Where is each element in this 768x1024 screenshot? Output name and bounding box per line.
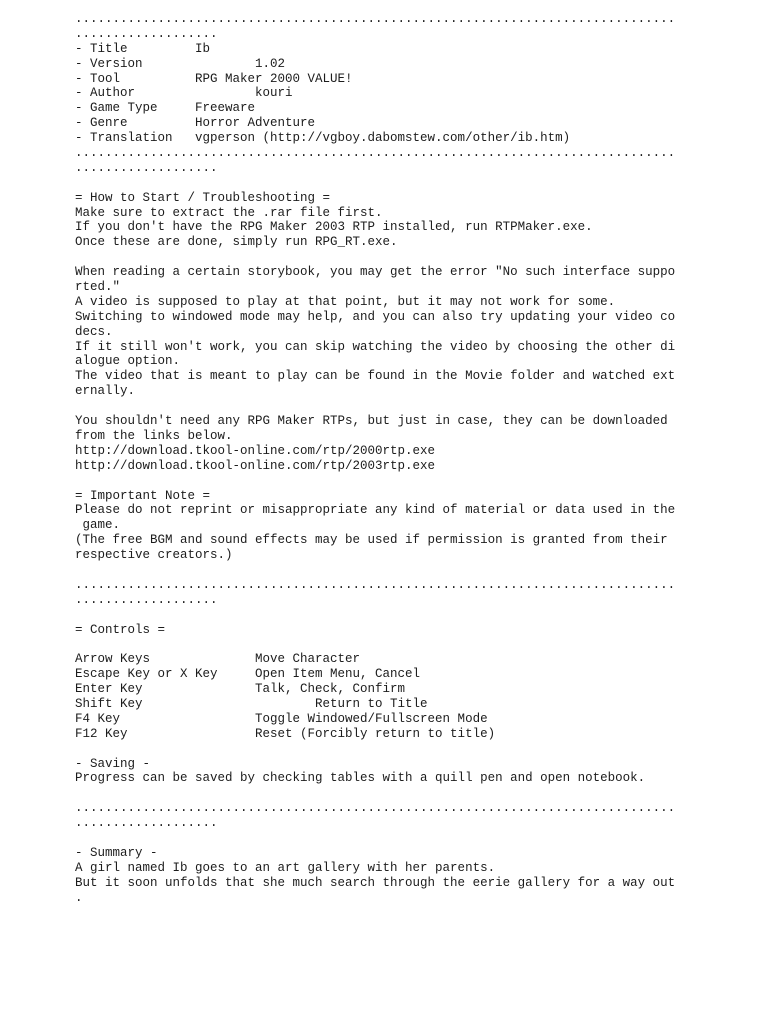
info-title-row: - Title Ib [75, 41, 211, 56]
control-row: Shift Key Return to Title [75, 696, 428, 711]
info-author-row: - Author kouri [75, 86, 293, 101]
blank-line [75, 831, 715, 846]
blank-line [75, 176, 715, 191]
text-line: Switching to windowed mode may help, and you can also try updating your video co [75, 309, 676, 324]
section-heading-summary: - Summary - [75, 845, 158, 860]
text-line: When reading a certain storybook, you may get the error "No such interface suppo [75, 265, 676, 280]
divider-line: ................................................................................ [75, 12, 676, 26]
text-line: If it still won't work, you can skip watching the video by choosing the other di [75, 339, 676, 354]
rtp-link-2003: http://download.tkool-online.com/rtp/2003rtp.exe [75, 458, 436, 473]
blank-line [75, 563, 715, 578]
text-line: Once these are done, simply run RPG_RT.exe. [75, 235, 398, 250]
text-line: Make sure to extract the .rar file first. [75, 205, 383, 220]
divider-line: ................... [75, 816, 218, 831]
control-row: Arrow Keys Move Character [75, 652, 361, 667]
blank-line [75, 637, 715, 652]
text-line: (The free BGM and sound effects may be used if permission is granted from their [75, 533, 668, 548]
blank-line [75, 250, 715, 265]
blank-line [75, 742, 715, 757]
text-line: respective creators.) [75, 548, 233, 563]
control-row: F12 Key Reset (Forcibly return to title) [75, 726, 496, 741]
info-translation-row: - Translation vgperson (http://vgboy.dabomstew.com/other/ib.htm) [75, 131, 571, 146]
blank-line [75, 608, 715, 623]
blank-line [75, 474, 715, 489]
document-page [75, 12, 715, 905]
text-line: from the links below. [75, 428, 233, 443]
text-line: game. [75, 518, 121, 533]
divider-line: ................... [75, 160, 218, 175]
text-line: But it soon unfolds that she much search through the eerie gallery for a way out [75, 875, 676, 890]
info-genre-row: - Genre Horror Adventure [75, 116, 316, 131]
text-line: A girl named Ib goes to an art gallery with her parents. [75, 860, 496, 875]
control-row: F4 Key Toggle Windowed/Fullscreen Mode [75, 711, 488, 726]
text-line: rted." [75, 280, 121, 295]
text-line: decs. [75, 324, 113, 339]
control-row: Escape Key or X Key Open Item Menu, Cancel [75, 667, 421, 682]
info-version-row: - Version 1.02 [75, 56, 286, 71]
text-line: Progress can be saved by checking tables with a quill pen and open notebook. [75, 771, 646, 786]
text-line: ernally. [75, 384, 136, 399]
text-line: You shouldn't need any RPG Maker RTPs, but just in case, they can be downloaded [75, 414, 668, 429]
section-heading-important-note: = Important Note = [75, 488, 211, 503]
text-line: The video that is meant to play can be found in the Movie folder and watched ext [75, 369, 676, 384]
section-heading-saving: - Saving - [75, 756, 151, 771]
text-line: . [75, 890, 83, 905]
divider-line: ................... [75, 26, 218, 41]
text-line: Please do not reprint or misappropriate any kind of material or data used in the [75, 503, 676, 518]
blank-line [75, 786, 715, 801]
info-tool-row: - Tool RPG Maker 2000 VALUE! [75, 71, 353, 86]
divider-line: ................... [75, 592, 218, 607]
control-row: Enter Key Talk, Check, Confirm [75, 682, 406, 697]
text-line: alogue option. [75, 354, 181, 369]
text-line: A video is supposed to play at that point, but it may not work for some. [75, 294, 616, 309]
divider-line: ................................................................................ [75, 577, 676, 592]
divider-line: ................................................................................ [75, 146, 676, 161]
blank-line [75, 399, 715, 414]
text-line: If you don't have the RPG Maker 2003 RTP installed, run RTPMaker.exe. [75, 220, 593, 235]
divider-line: ................................................................................ [75, 801, 676, 816]
section-heading-how-to-start: = How to Start / Troubleshooting = [75, 190, 331, 205]
info-game-type-row: - Game Type Freeware [75, 101, 256, 116]
rtp-link-2000: http://download.tkool-online.com/rtp/2000rtp.exe [75, 443, 436, 458]
section-heading-controls: = Controls = [75, 622, 166, 637]
